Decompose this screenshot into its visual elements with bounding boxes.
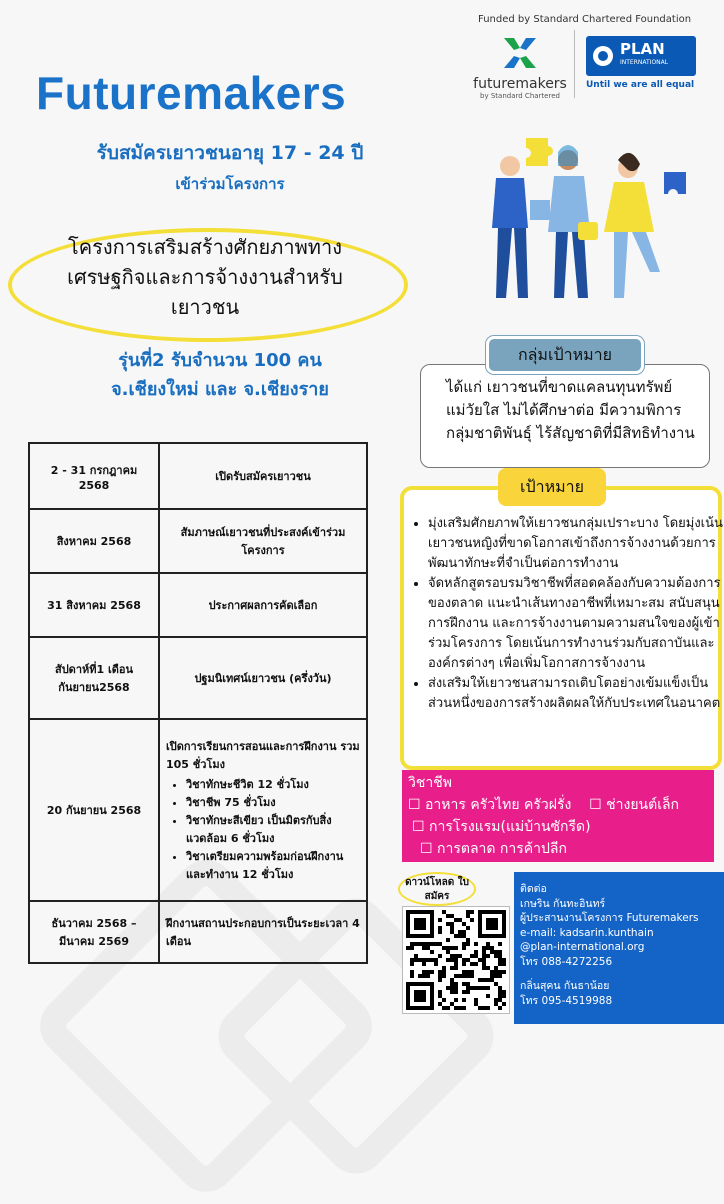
contact-phone[interactable]: โทร 095-4519988 — [520, 994, 613, 1007]
list-item: • ส่งเสริมให้เยาวชนสามารถเติบโตอย่างเข้มแข็งเป็นส่วนหนึ่งของการสร้างผลิตผลให้กับประเทศในอนาคต — [428, 674, 724, 714]
plan-logo-name: PLAN — [620, 40, 665, 58]
vocation-option[interactable]: ☐ ช่างยนต์เล็ก — [589, 797, 680, 813]
list-item: • วิชาทักษะชีวิต 12 ชั่วโมง — [186, 775, 360, 793]
table-row — [29, 719, 367, 901]
schedule-activity-cell — [159, 719, 367, 901]
list-item: • วิชาชีพ 75 ชั่วโมง — [186, 793, 360, 811]
project-line: เยาวชน — [170, 295, 240, 319]
page-title: Futuremakers — [36, 67, 347, 119]
vocations-box — [402, 770, 714, 862]
table-row — [29, 509, 367, 573]
contact-email-domain[interactable]: @plan-international.org — [520, 941, 645, 953]
schedule-activity: ประกาศผลการคัดเลือก — [159, 573, 367, 637]
list-item: • จัดหลักสูตรอบรมวิชาชีพที่สอดคล้องกับความต้องการของตลาด แนะนำเส้นทางอาชีพที่เหมาะสม สนับสนุนการฝึกงาน และการจ้างงานตามความสนใจของผู้เข้าร่วมโครงการ โดยเน้นการทำงานร่วมกับสถาบันและองค์กรต่างๆ เพื่อเพิ่มโอกาสการจ้างงาน — [428, 574, 724, 674]
team-puzzle-illustration — [468, 130, 708, 314]
vocations-title: วิชาชีพ — [408, 775, 452, 791]
table-row — [29, 637, 367, 719]
schedule-activity: เปิดรับสมัครเยาวชน — [159, 443, 367, 509]
schedule-date: ธันวาคม 2568 – มีนาคม 2569 — [29, 901, 159, 963]
batch-line: จ.เชียงใหม่ และ จ.เชียงราย — [111, 379, 329, 400]
plan-globe-icon — [592, 45, 614, 67]
list-item: • วิชาทักษะสีเขียว เป็นมิตรกับสิ่งแวดล้อม 6 ชั่วโมง — [186, 811, 360, 847]
funded-by-text: Funded by Standard Chartered Foundation — [478, 14, 692, 25]
futuremakers-logo — [470, 36, 570, 102]
contact-box — [514, 872, 724, 1024]
futuremakers-logo-name: futuremakers — [473, 76, 567, 92]
application-qr-code[interactable] — [402, 906, 510, 1014]
schedule-date: 31 สิงหาคม 2568 — [29, 573, 159, 637]
schedule-date: 20 กันยายน 2568 — [29, 719, 159, 901]
table-row — [29, 901, 367, 963]
contact-role: ผู้ประสานงานโครงการ Futuremakers — [520, 912, 699, 924]
contact-heading: ติดต่อ — [520, 883, 547, 895]
logo-divider — [574, 30, 575, 98]
vocation-option[interactable]: ☐ อาหาร ครัวไทย ครัวฝรั่ง — [408, 797, 572, 813]
schedule-table — [28, 442, 368, 964]
schedule-activity: เปิดการเรียนการสอนและการฝึกงาน รวม 105 ชั่วโมง — [166, 740, 360, 771]
schedule-activity: ปฐมนิเทศน์เยาวชน (ครึ่งวัน) — [159, 637, 367, 719]
qr-code-icon — [403, 907, 509, 1013]
batch-info — [60, 346, 380, 404]
futuremakers-logo-sub: by Standard Chartered — [480, 92, 560, 100]
table-row — [29, 573, 367, 637]
schedule-date: 2 - 31 กรกฎาคม 2568 — [29, 443, 159, 509]
schedule-date: สิงหาคม 2568 — [29, 509, 159, 573]
recruit-subtitle: รับสมัครเยาวชนอายุ 17 - 24 ปี — [96, 142, 364, 164]
target-group-line: กลุ่มชาติพันธุ์ ไร้สัญชาติที่มีสิทธิทำงาน — [446, 424, 695, 442]
join-subtitle: เข้าร่วมโครงการ — [175, 175, 285, 193]
schedule-activity: สัมภาษณ์เยาวชนที่ประสงค์เข้าร่วมโครงการ — [159, 509, 367, 573]
goals-list — [410, 514, 724, 714]
goals-title: เป้าหมาย — [498, 468, 606, 506]
contact-email[interactable]: e-mail: kadsarin.kunthain — [520, 926, 654, 939]
plan-logo-sub: INTERNATIONAL — [620, 59, 669, 66]
target-group-line: แม่วัยใส ไม่ได้ศึกษาต่อ มีความพิการ — [446, 401, 682, 419]
table-row — [29, 443, 367, 509]
vocation-option[interactable]: ☐ การโรงแรม(แม่บ้านซักรีด) — [412, 819, 591, 835]
contact-name: กลิ่นสุคน กันธาน้อย — [520, 980, 610, 992]
project-line: เศรษฐกิจและการจ้างงานสำหรับ — [67, 265, 343, 289]
futuremakers-mark-icon — [500, 36, 540, 70]
project-line: โครงการเสริมสร้างศักยภาพทาง — [68, 235, 342, 259]
contact-phone[interactable]: โทร 088-4272256 — [520, 955, 613, 968]
plan-international-logo — [586, 36, 696, 90]
project-name — [30, 232, 380, 322]
batch-line: รุ่นที่2 รับจำนวน 100 คน — [118, 350, 322, 371]
target-group-text — [446, 376, 696, 445]
target-group-line: ได้แก่ เยาวชนที่ขาดแคลนทุนทรัพย์ — [446, 378, 673, 396]
schedule-date: สัปดาห์ที่1 เดือนกันยายน2568 — [29, 637, 159, 719]
vocation-option[interactable]: ☐ การตลาด การค้าปลีก — [420, 841, 567, 857]
download-application-label: ดาวน์โหลด ใบสมัคร — [398, 872, 476, 906]
list-item: • วิชาเตรียมความพร้อมก่อนฝึกงานและทำงาน 12 ชั่วโมง — [186, 847, 360, 883]
list-item: • มุ่งเสริมศักยภาพให้เยาวชนกลุ่มเปราะบาง โดยมุ่งเน้นเยาวชนหญิงที่ขาดโอกาสเข้าถึงการจ้างงานด้วยการพัฒนาทักษะที่จำเป็นต่อการทำงาน — [428, 514, 724, 574]
plan-tagline: Until we are all equal — [586, 80, 695, 90]
schedule-activity: ฝึกงานสถานประกอบการเป็นระยะเวลา 4 เดือน — [159, 901, 367, 963]
contact-name: เกษริน กันทะอินทร์ — [520, 897, 606, 910]
course-list — [166, 775, 360, 883]
target-group-title: กลุ่มเป้าหมาย — [486, 336, 644, 374]
